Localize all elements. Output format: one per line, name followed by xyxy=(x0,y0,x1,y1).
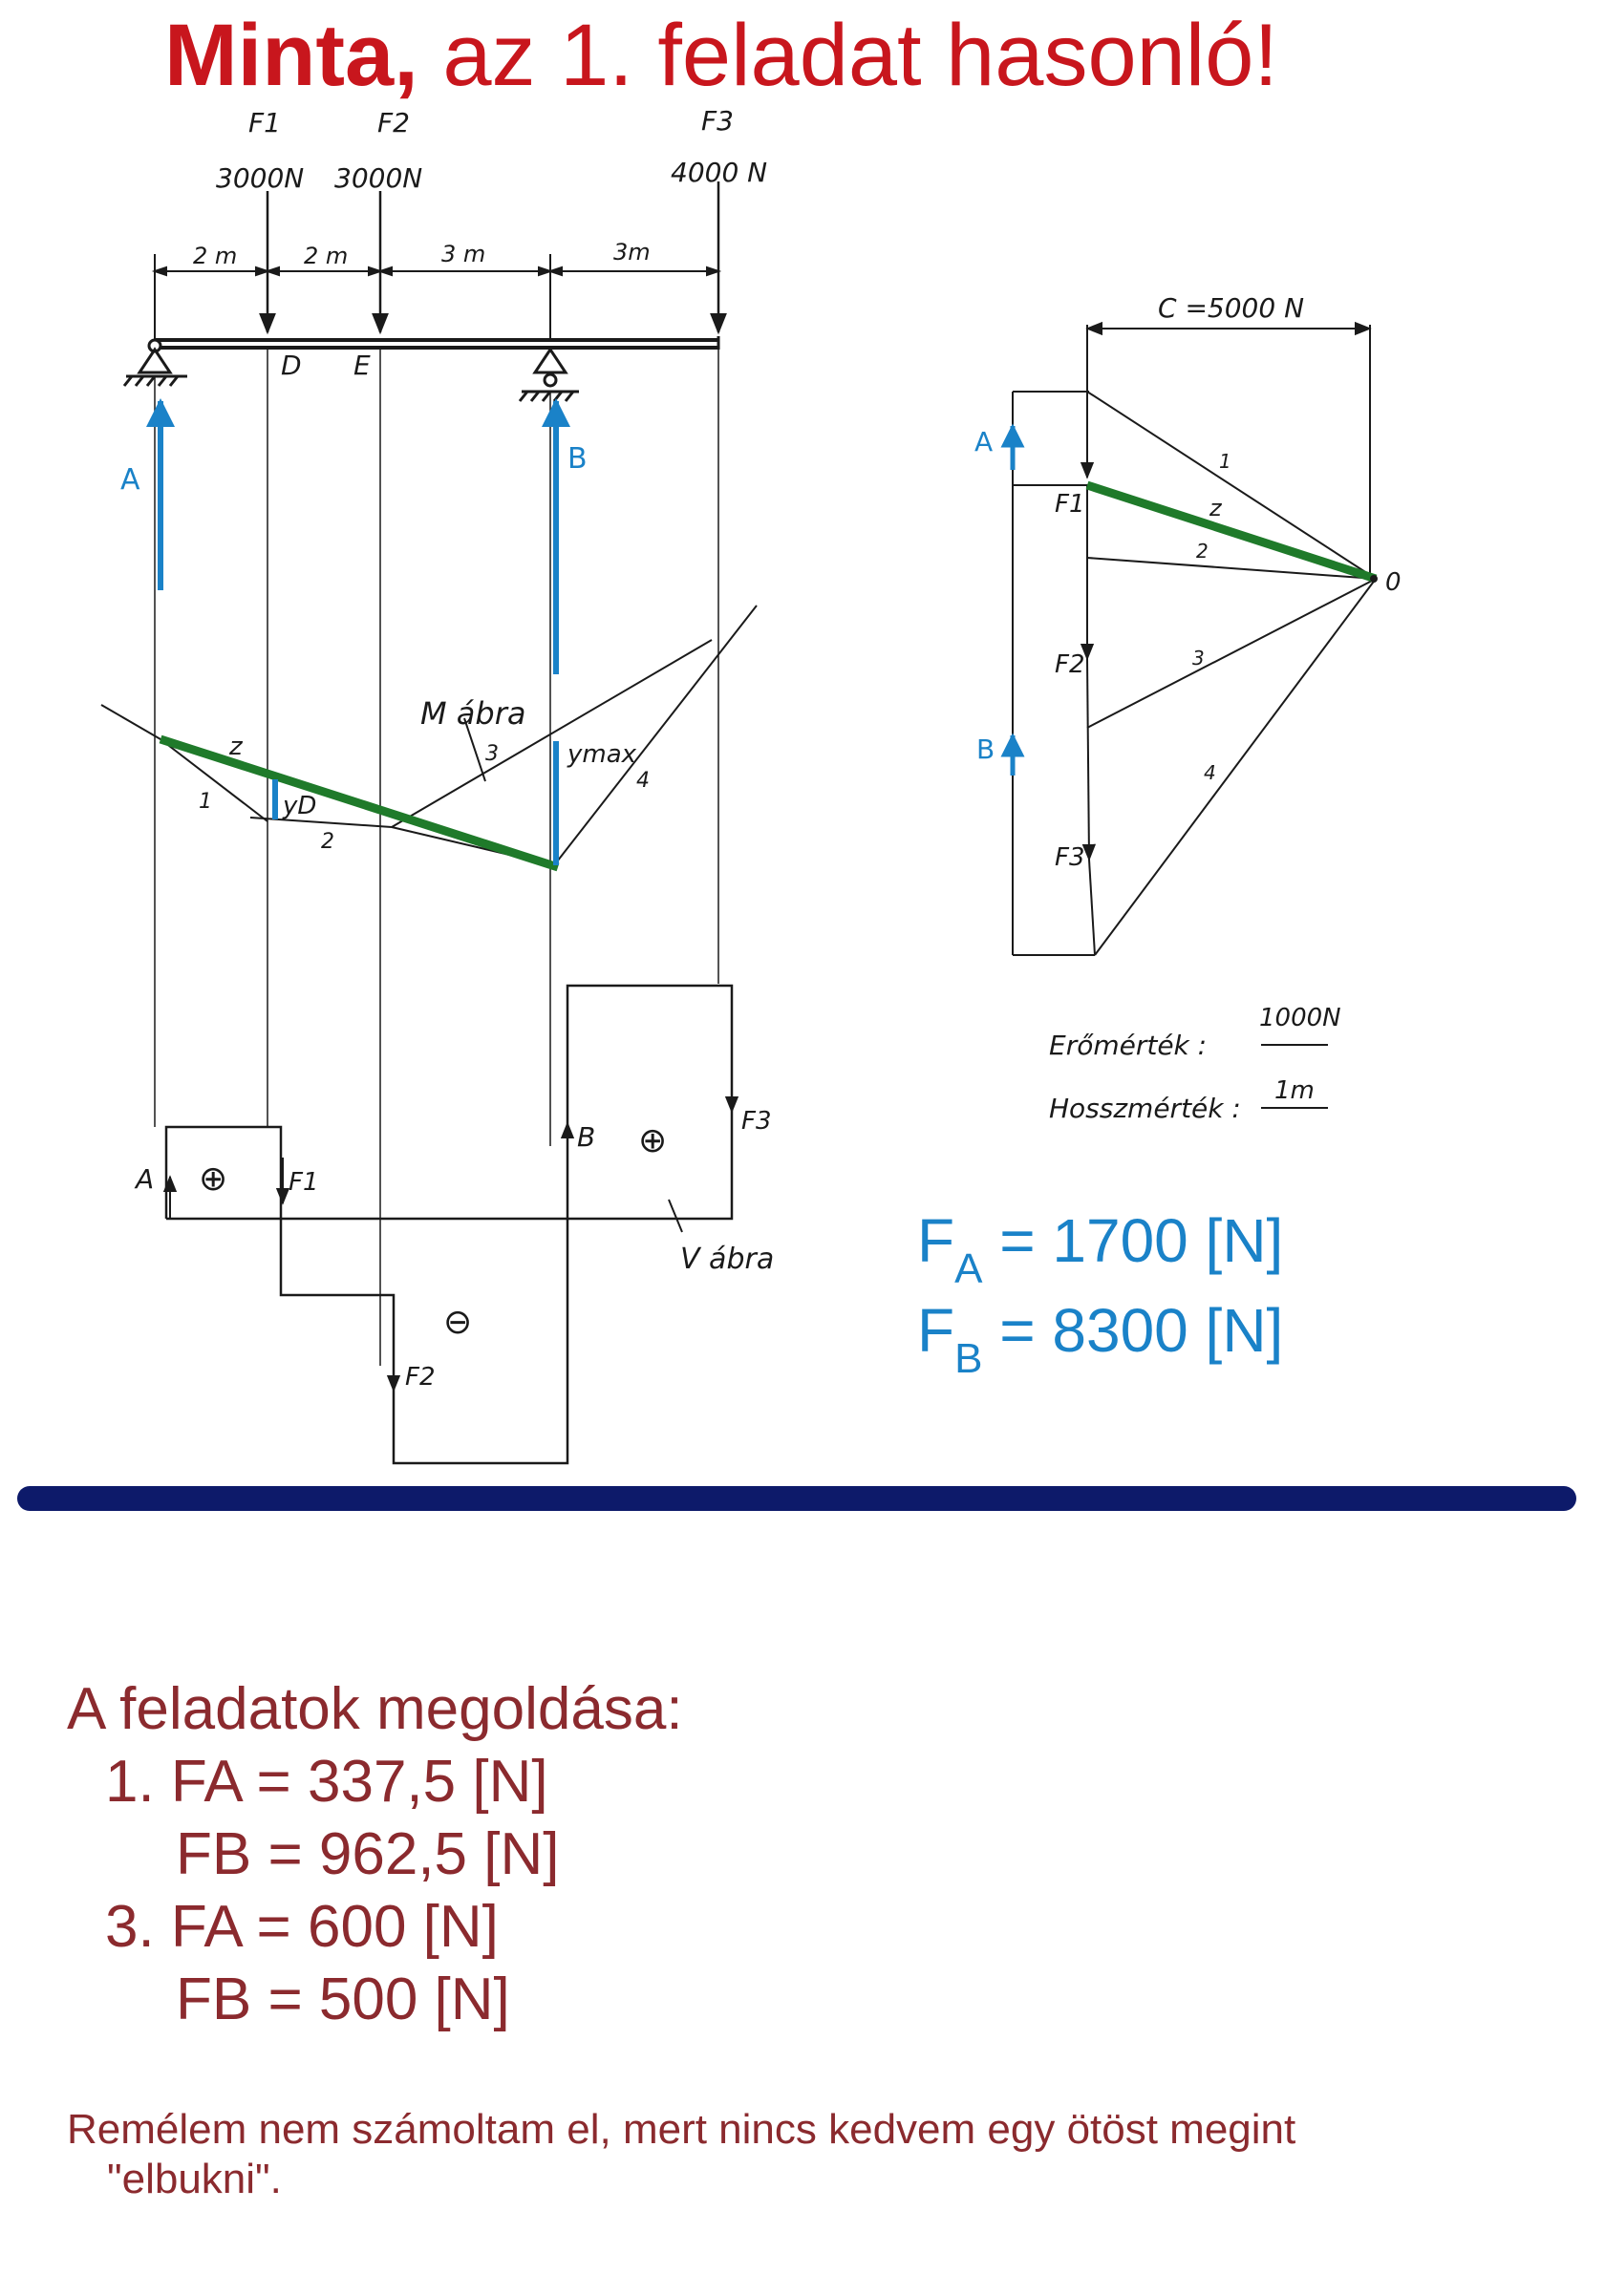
force-scale-value: 1000N xyxy=(1259,1004,1341,1032)
moment-diagram-label: M ábra xyxy=(420,695,526,732)
solution-line-3: 3. FA = 600 [N] xyxy=(105,1894,499,1960)
span-dimension-line xyxy=(155,254,718,340)
result-fa-value: = 1700 [N] xyxy=(982,1206,1284,1275)
reaction-a-label: A xyxy=(120,463,140,497)
shear-label-f1: F1 xyxy=(289,1168,319,1197)
shear-label-f2: F2 xyxy=(405,1363,436,1392)
shear-label-a: A xyxy=(136,1163,155,1195)
force-f2-name: F2 xyxy=(377,107,410,138)
polygon-ray-4: 4 xyxy=(1204,761,1216,784)
note-line-2: "elbukni". xyxy=(107,2156,282,2202)
solutions xyxy=(67,1673,683,2036)
force-polygon-labels xyxy=(974,292,1402,872)
divider xyxy=(17,1486,1576,1511)
point-d: D xyxy=(281,350,302,381)
polygon-label-b: B xyxy=(976,733,995,765)
result-fb-symbol: F xyxy=(917,1296,955,1365)
polygon-label-f3: F3 xyxy=(1055,843,1085,872)
span-3: 3 m xyxy=(441,241,486,267)
note xyxy=(67,2105,1538,2204)
result-fa-symbol: F xyxy=(917,1206,955,1275)
projection-lines xyxy=(155,348,718,1366)
span-2: 2 m xyxy=(304,243,349,269)
result-fa xyxy=(917,1207,1283,1303)
ray-4-label: 4 xyxy=(636,769,650,793)
shear-sign-3: ⊕ xyxy=(638,1121,668,1160)
support-b xyxy=(520,350,579,401)
shear-label-f3: F3 xyxy=(741,1107,772,1136)
force-f3-value: 4000 N xyxy=(671,157,768,188)
force-f3-name: F3 xyxy=(701,105,734,137)
solution-line-1: 1. FA = 337,5 [N] xyxy=(105,1749,548,1815)
result-fb-subscript: B xyxy=(954,1335,983,1382)
polygon-label-f1: F1 xyxy=(1055,490,1085,519)
note-line-1: Remélem nem számoltam el, mert nincs kedvem egy ötöst megint xyxy=(67,2106,1296,2153)
yd-label: yD xyxy=(283,792,317,820)
polygon-ray-3: 3 xyxy=(1192,647,1205,670)
force-f1-name: F1 xyxy=(248,107,281,138)
ray-2-label: 2 xyxy=(321,830,334,854)
polygon-label-f2: F2 xyxy=(1055,650,1085,679)
ray-1-label: 1 xyxy=(199,790,212,814)
force-labels xyxy=(216,105,767,194)
force-f1-value: 3000N xyxy=(216,162,305,194)
shear-labels xyxy=(134,1107,774,1392)
pole-label: 0 xyxy=(1385,568,1402,597)
span-labels xyxy=(193,239,651,381)
span-1: 2 m xyxy=(193,243,238,269)
scales xyxy=(1049,1004,1341,1124)
beam xyxy=(155,336,718,350)
c-value: C =5000 N xyxy=(1158,292,1305,324)
shear-sign-1: ⊕ xyxy=(199,1159,228,1199)
title-rest: az 1. feladat hasonló! xyxy=(417,7,1278,104)
solution-line-4: FB = 500 [N] xyxy=(176,1966,510,2032)
length-scale-value: 1m xyxy=(1274,1076,1315,1105)
pole-point xyxy=(1370,575,1378,583)
solutions-heading: A feladatok megoldása: xyxy=(67,1676,683,1742)
title-bold: Minta, xyxy=(164,7,418,104)
force-f2-value: 3000N xyxy=(334,162,423,194)
polygon-ray-1: 1 xyxy=(1219,450,1231,473)
polygon-ray-2: 2 xyxy=(1196,540,1209,563)
reaction-b-label: B xyxy=(567,442,588,476)
shear-sign-2: ⊖ xyxy=(443,1303,473,1342)
shear-diagram-label: V ábra xyxy=(680,1243,775,1276)
solution-line-2: FB = 962,5 [N] xyxy=(176,1821,560,1887)
shear-label-b: B xyxy=(577,1121,596,1153)
polygon-label-a: A xyxy=(974,426,994,457)
ray-3-label: 3 xyxy=(485,742,499,766)
polygon-closing-line-z xyxy=(1087,485,1376,579)
span-4: 3m xyxy=(613,239,651,266)
closing-line-label: z xyxy=(229,733,243,761)
point-e: E xyxy=(353,350,371,381)
shear-diagram xyxy=(166,986,732,1463)
result-fb-value: = 8300 [N] xyxy=(982,1296,1284,1365)
ymax-label: ymax xyxy=(567,740,637,769)
result-fa-subscript: A xyxy=(954,1245,983,1292)
force-scale-label: Erőmérték : xyxy=(1049,1030,1208,1061)
result-fb xyxy=(917,1297,1283,1392)
reaction-arrows xyxy=(160,401,556,674)
polygon-label-z: z xyxy=(1209,495,1222,521)
length-scale-label: Hosszmérték : xyxy=(1049,1093,1241,1124)
